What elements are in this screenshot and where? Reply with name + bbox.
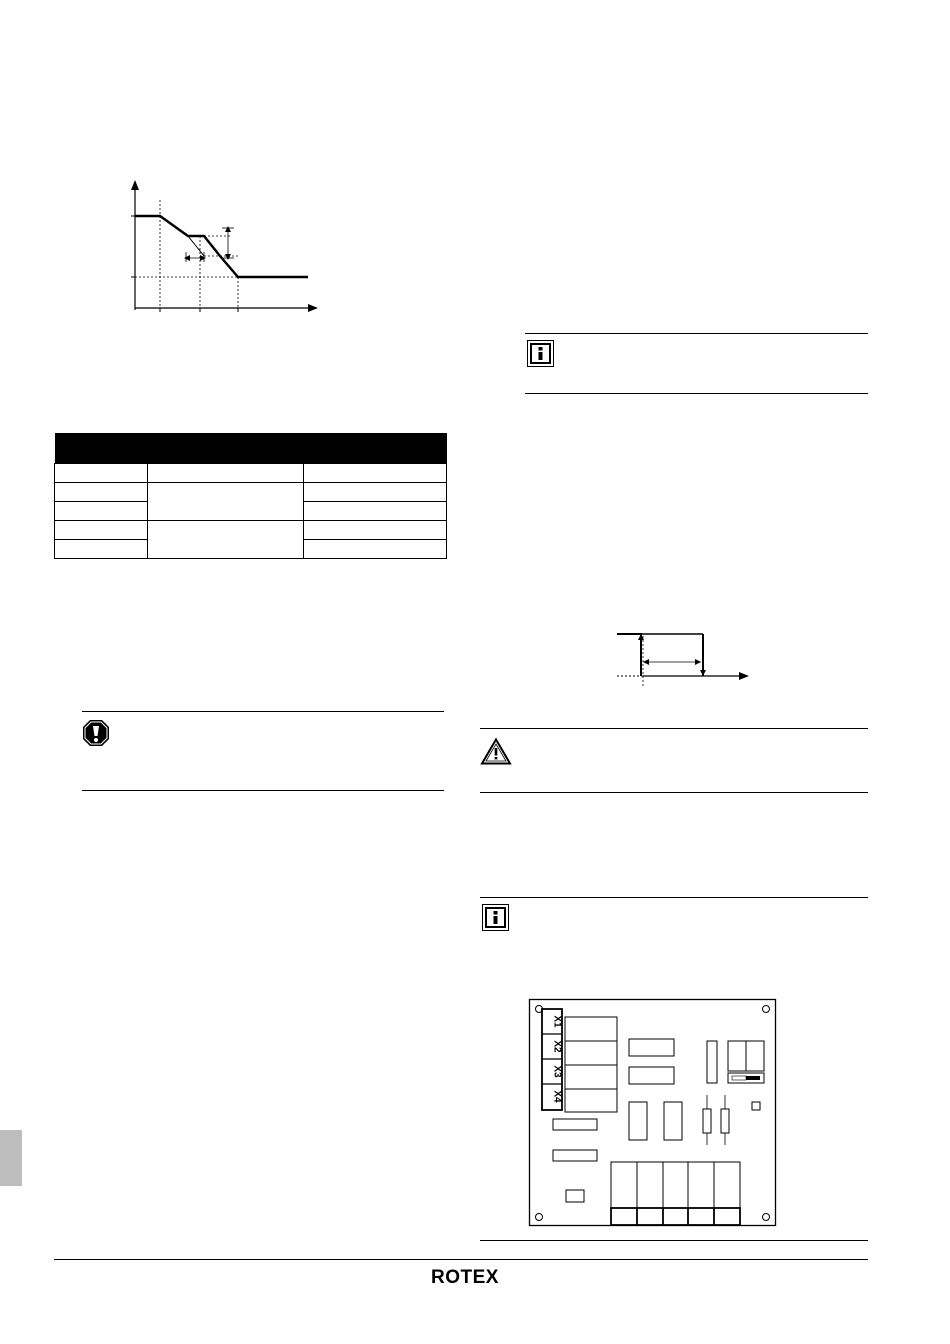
chapter-tab [0,1130,22,1186]
table-row [55,521,447,540]
warning-notice-bottom-rule [480,792,868,793]
terminal-label-x1: X1 [551,1015,563,1028]
info-notice-2-top-rule [480,897,868,898]
circuit-board-diagram [529,999,777,1227]
table-header-row [55,433,447,464]
terminal-label-x2: X2 [551,1040,563,1053]
table-cell [55,521,148,540]
table-row [55,483,447,502]
table-cell [148,483,304,521]
info-icon [527,340,554,367]
table-cell [304,521,447,540]
table-cell [304,502,447,521]
table-cell [304,540,447,559]
footer-rule [54,1259,868,1260]
table-cell [55,483,148,502]
attention-notice-bottom-rule [82,790,444,791]
brand-logo: ROTEX [431,1267,499,1288]
table-header-cell [304,433,447,464]
table-cell [55,502,148,521]
attention-octagon-icon [82,719,110,747]
info-notice-top-rule [525,333,868,334]
info-notice-2-bottom-rule [480,1240,868,1241]
table-row [55,464,447,483]
terminal-label-x4: X4 [551,1090,563,1103]
hysteresis-diagram [615,628,755,688]
table-cell [304,483,447,502]
heating-curve-diagram [120,178,330,318]
table-header-cell [55,433,148,464]
info-icon [482,904,509,931]
terminal-label-x3: X3 [551,1065,563,1078]
info-notice-bottom-rule [525,393,868,394]
table-cell [55,540,148,559]
warning-notice-top-rule [480,728,868,729]
attention-notice-top-rule [82,711,444,712]
warning-triangle-icon [481,738,511,765]
table-cell [148,521,304,559]
table-cell [304,464,447,483]
table-cell [55,464,148,483]
spec-table [54,433,447,559]
table-header-cell [148,433,304,464]
table-cell [148,464,304,483]
